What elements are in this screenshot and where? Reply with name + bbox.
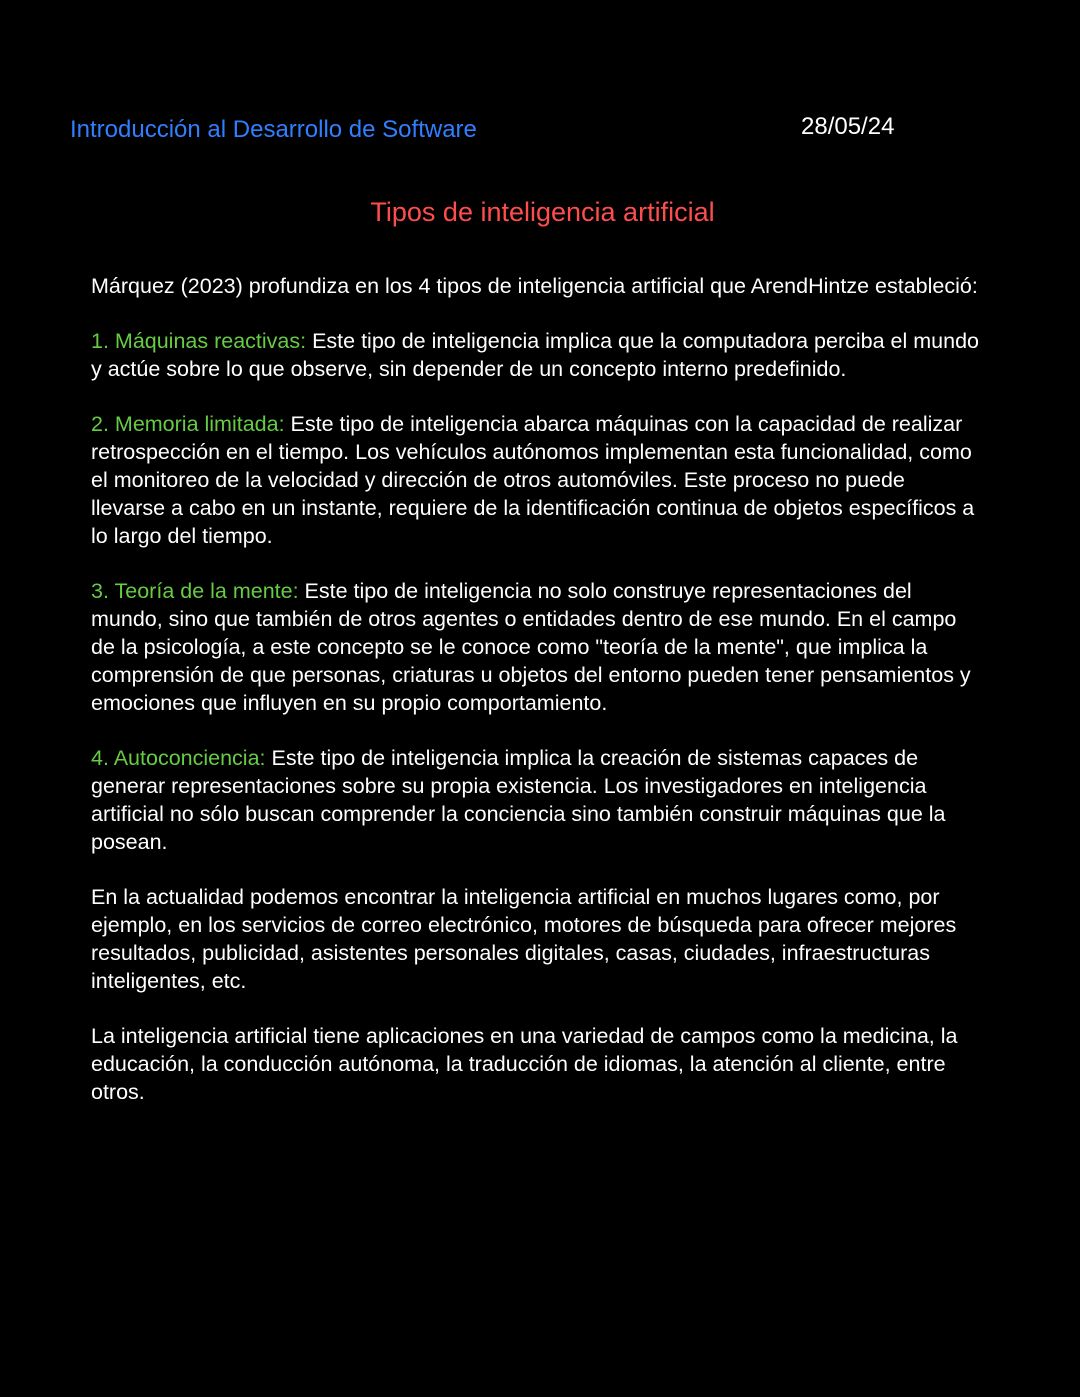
document-date: 28/05/24: [801, 113, 895, 140]
item-text: Este tipo de inteligencia implica la creación de sistemas capaces de generar representaciones sobre su propia existencia. Los investigadores en inteligencia artificial no sólo buscan comprender la conciencia sino también construir máquinas que la posean.: [91, 746, 946, 854]
body-paragraph: En la actualidad podemos encontrar la inteligencia artificial en muchos lugares como, por ejemplo, en los servicios de correo electrónico, motores de búsqueda para ofrecer mejores resultados, publicidad, asistentes personales digitales, casas, ciudades, infraestructuras inteligentes, etc.: [91, 885, 957, 993]
item-heading: 1. Máquinas reactivas:: [91, 329, 307, 353]
item-heading: 3. Teoría de la mente:: [91, 579, 299, 603]
body-paragraph: La inteligencia artificial tiene aplicaciones en una variedad de campos como la medicina, la educación, la conducción autónoma, la traducción de idiomas, la atención al cliente, entre otros.: [91, 1024, 958, 1104]
list-item-limited-memory: [91, 410, 981, 550]
item-text: Este tipo de inteligencia no solo construye representaciones del mundo, sino que también de otros agentes o entidades dentro de ese mundo. En el campo de la psicología, a este concepto se le conoce como "teoría de la mente", que implica la comprensión de que personas, criaturas u objetos del entorno pueden tener pensamientos y emociones que influyen en su propio comportamiento.: [91, 579, 971, 715]
document-header: [70, 112, 950, 148]
intro-paragraph: Márquez (2023) profundiza en los 4 tipos de inteligencia artificial que ArendHintze estableció:: [91, 274, 978, 298]
list-item-reactive-machines: [91, 327, 981, 383]
course-title: Introducción al Desarrollo de Software: [70, 116, 477, 143]
list-item-theory-of-mind: [91, 577, 981, 717]
item-heading: 4. Autoconciencia:: [91, 746, 266, 770]
item-text: Este tipo de inteligencia implica que la computadora perciba el mundo y actúe sobre lo que observe, sin depender de un concepto interno predefinido.: [91, 329, 979, 381]
document-title: Tipos de inteligencia artificial: [370, 197, 715, 227]
document-body: [91, 272, 981, 1133]
item-text: Este tipo de inteligencia abarca máquinas con la capacidad de realizar retrospección en el tiempo. Los vehículos autónomos implementan esta funcionalidad, como el monitoreo de la velocidad y dirección de otros automóviles. Este proceso no puede llevarse a cabo en un instante, requiere de la identificación continua de objetos específicos a lo largo del tiempo.: [91, 412, 975, 548]
list-item-self-awareness: [91, 744, 981, 856]
item-heading: 2. Memoria limitada:: [91, 412, 285, 436]
